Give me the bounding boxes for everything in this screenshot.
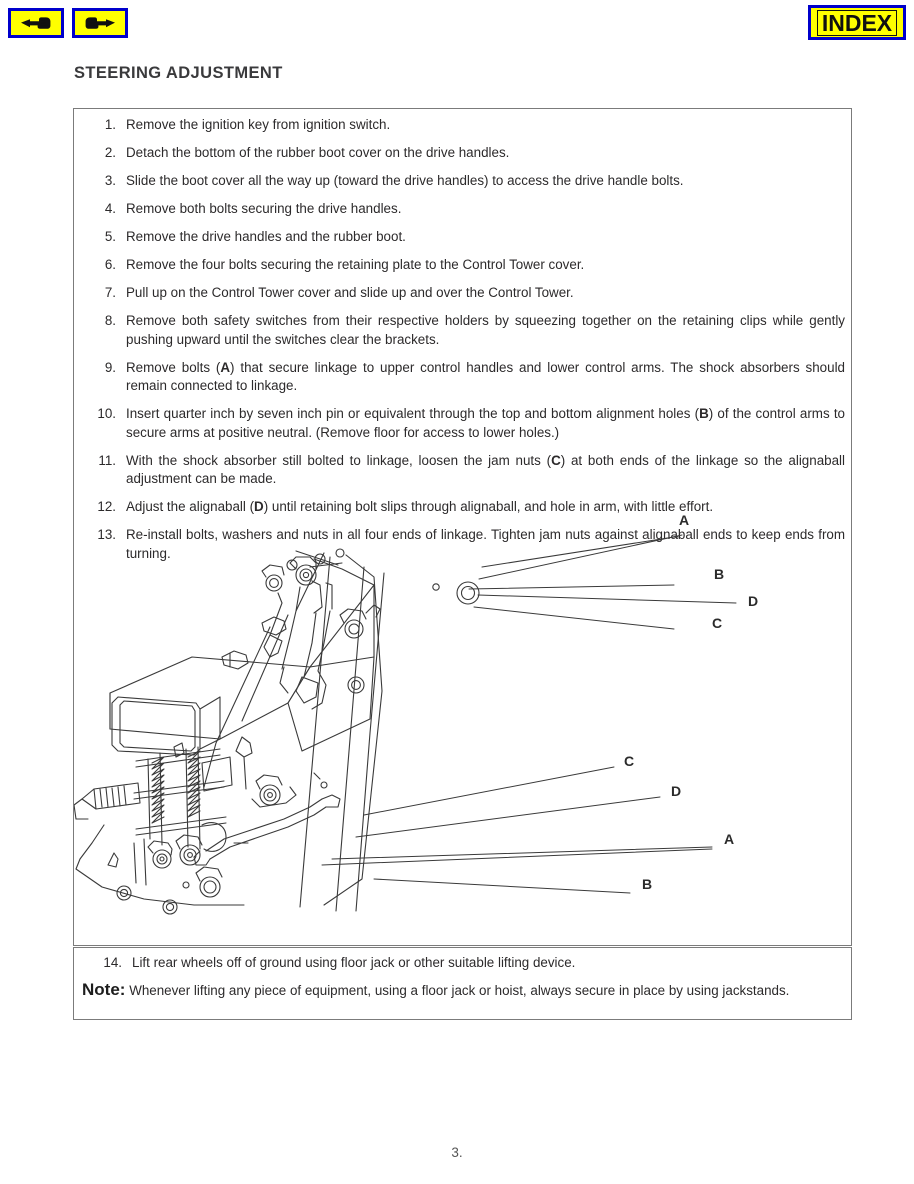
- hand-pointing-left-icon: [19, 14, 53, 32]
- step-text: Detach the bottom of the rubber boot cover on the drive handles.: [126, 145, 510, 160]
- step-text: Insert quarter inch by seven inch pin or equivalent through the top and bottom alignment holes (B) of the control arms to secure arms at positive neutral. (Remove floor for access to lower holes.): [126, 406, 845, 440]
- list-item: [74, 144, 851, 163]
- callout-label-c-lower: C: [624, 753, 635, 769]
- step-number: 11.: [98, 452, 116, 468]
- list-item: [80, 954, 845, 973]
- procedure-step-list: [74, 109, 851, 573]
- step-text: Remove the drive handles and the rubber boot.: [126, 229, 406, 244]
- step-number: 8.: [104, 313, 116, 328]
- step-number: 10.: [97, 406, 116, 421]
- step-number: 1.: [104, 117, 116, 132]
- diagram-linework: [74, 507, 853, 939]
- step-number: 3.: [104, 173, 116, 188]
- step-text: Remove the ignition key from ignition switch.: [126, 117, 391, 132]
- callout-label-a-lower: A: [724, 831, 735, 847]
- note-label: Note:: [82, 979, 126, 999]
- next-page-button[interactable]: [72, 8, 128, 38]
- callout-label-d-lower: D: [671, 783, 682, 799]
- step-number: 2.: [104, 145, 116, 160]
- step-number: 7.: [104, 285, 116, 300]
- step-number: 12.: [97, 499, 116, 514]
- list-item: [74, 172, 851, 191]
- index-button-label: INDEX: [817, 10, 897, 36]
- step-text: Remove the four bolts securing the retaining plate to the Control Tower cover.: [126, 257, 585, 272]
- procedure-content-box: [73, 108, 852, 946]
- list-item: [74, 228, 851, 247]
- callout-label-d-upper: D: [748, 593, 759, 609]
- callout-label-a-upper: A: [679, 512, 690, 528]
- callout-label-c-upper: C: [712, 615, 723, 631]
- step-number: 6.: [104, 257, 116, 272]
- page-number: 3.: [451, 1145, 463, 1160]
- step-number: 5.: [104, 229, 116, 244]
- step-text: With the shock absorber still bolted to linkage, loosen the jam nuts (C) at both ends of the linkage so the alignaball adjustment can be made.: [126, 452, 845, 486]
- previous-page-button[interactable]: [8, 8, 64, 38]
- safety-note: [80, 980, 845, 1000]
- page-title: STEERING ADJUSTMENT: [74, 64, 283, 82]
- step-text: Remove bolts (A) that secure linkage to upper control handles and lower control arms. The shock absorbers should remain connected to linkage.: [126, 359, 845, 393]
- callout-label-b-upper: B: [714, 566, 725, 582]
- step-text: Adjust the alignaball (D) until retaining bolt slips through alignaball, and hole in arm, with little effort.: [126, 499, 714, 514]
- step-text: Slide the boot cover all the way up (toward the drive handles) to access the drive handle bolts.: [126, 173, 684, 188]
- list-item: [74, 200, 851, 219]
- step-number: 4.: [104, 201, 116, 216]
- step-number: 14.: [103, 955, 122, 970]
- list-item: [74, 284, 851, 303]
- list-item: [74, 359, 851, 396]
- index-button[interactable]: [808, 5, 906, 40]
- step-number: 9.: [104, 359, 116, 375]
- list-item: [74, 116, 851, 135]
- control-tower-steering-linkage-illustration: [74, 507, 853, 939]
- note-text: Whenever lifting any piece of equipment, using a floor jack or hoist, always secure in place by using jackstands.: [129, 982, 790, 998]
- step-text: Pull up on the Control Tower cover and slide up and over the Control Tower.: [126, 285, 574, 300]
- step-text: Lift rear wheels off of ground using floor jack or other suitable lifting device.: [132, 955, 576, 970]
- step-number: 13.: [97, 527, 116, 542]
- hand-pointing-right-icon: [83, 14, 117, 32]
- step-text: Remove both bolts securing the drive handles.: [126, 201, 402, 216]
- list-item: [74, 405, 851, 442]
- list-item: [74, 256, 851, 275]
- step-text: Remove both safety switches from their respective holders by squeezing together on the retaining clips while gently pushing upward until the switches clear the brackets.: [126, 313, 845, 347]
- note-content-box: [73, 947, 852, 1020]
- callout-label-b-lower: B: [642, 876, 653, 892]
- step-text: Re-install bolts, washers and nuts in all four ends of linkage. Tighten jam nuts against alignaball ends to keep ends from turning.: [126, 527, 845, 561]
- list-item: [74, 452, 851, 489]
- list-item: [74, 312, 851, 349]
